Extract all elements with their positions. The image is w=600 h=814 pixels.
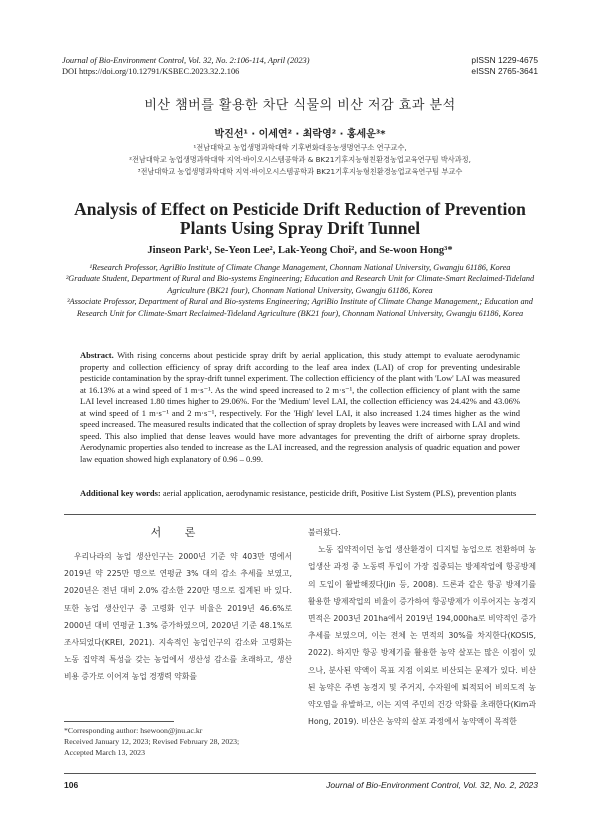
keywords-label: Additional key words: [80,488,161,498]
intro-continuation: 불러왔다. [308,528,341,537]
keywords [80,488,520,500]
section-heading-introduction: 서 론 [150,526,206,539]
korean-title: 비산 챔버를 활용한 차단 식물의 비산 저감 효과 분석 [144,98,456,113]
page-number: 106 [64,780,79,790]
korean-affiliation-2: ²전남대학교 농업생명과학대학 지역·바이오시스템공학과 & BK21기후지능형친환경농업교육연구팀 박사과정, [129,155,471,164]
received-dates: Received January 12, 2023; Revised February 28, 2023; [64,737,240,747]
english-title: Analysis of Effect on Pesticide Drift Reduction of Prevention Plants Using Spray Drift Tunnel [74,199,526,238]
intro-paragraph-1: 우리나라의 농업 생산인구는 2000년 기준 약 403만 명에서 2019년 약 225만 명으로 연평균 3% 대의 감소 추세를 보였고, 2020년은 전년 대비 2.0% 감소한 220만 명으로 집계된 바 있다. 또한 농업 생산인구 중 고령화 인구 비율은 2019년 46.6%로 2000년 대비 연평균 1.3% 증가하였으며, 2020년 기준 48.1%로 조사되었다(KREI, 2021). 지속적인 농업인구의 감소와 고령화는 노동 집약적 특성을 갖는 농업에서 생산성 감소를 초래하고, 생산 비용 증가로 이어져 농업 경쟁력 약화를 [64,552,292,682]
english-affiliations [64,262,536,319]
abstract-label: Abstract. [80,350,114,360]
keywords-text: aerial application, aerodynamic resistance, pesticide drift, Positive List System (PLS), prevention plants [162,488,517,498]
footnote [64,725,292,759]
english-affiliation-1: ¹Research Professor, AgriBio Institute of Climate Change Management, Chonnam National University, Gwangju 61186, Korea [89,263,511,272]
english-authors: Jinseon Park¹, Se-Yeon Lee², Lak-Yeong Choi², and Se-woon Hong³* [147,245,453,256]
doi-line[interactable]: DOI https://doi.org/10.12791/KSBEC.2023.32.2.106 [62,67,240,76]
korean-authors: 박진선¹ · 이세연² · 최락영² · 홍세운³* [214,129,386,140]
journal-citation: Journal of Bio-Environment Control, Vol. 32, No. 2:106-114, April (2023) [62,56,310,65]
intro-paragraph-2: 노동 집약적이던 농업 생산환경이 디지털 농업으로 전환하며 농업생산 과정 중 노동력 투입이 가장 집중되는 방제작업에 항공방제의 도입이 활발해졌다(Jin 등, 2008). 드론과 같은 항공 방제기를 활용한 방제작업의 비율이 증가하여 항공방제가 이루어지는 농경지 면적은 2003년 201ha에서 2019년 194,000ha로 비약적인 증가 추세를 보였으며, 이는 전체 논 면적의 30%를 차지한다(KOSIS, 2022). 하지만 항공 방제기를 활용한 농약 살포는 많은 이점이 있으나, 분사된 약액이 목표 지점 이외로 비산되는 문제가 있다. 비산된 농약은 주변 농경지 및 주거지, 수자원에 퇴적되어 비의도적 농약오염을 유발하고, 이는 지역 주민의 건강 악화를 초래한다(Kim과 Hong, 2019). 비산은 농약의 살포 과정에서 농약액이 목적한 [308,545,536,727]
english-affiliation-2: ²Graduate Student, Department of Rural and Bio-systems Engineering; Education and Research Unit for Climate-Smart Reclaimed-Tideland Agriculture (BK21 four), Chonnam National University, Gwangju 61186, Korea [65,274,535,295]
footer-journal: Journal of Bio-Environment Control, Vol. 32, No. 2, 2023 [326,780,538,790]
footer-divider [64,773,536,774]
korean-affiliation-1: ¹전남대학교 농업생명과학대학 기후변화대응농생명연구소 연구교수, [193,143,407,152]
eissn: eISSN 2765-3641 [471,66,538,76]
english-affiliation-3: ³Associate Professor, Department of Rural and Bio-systems Engineering; AgriBio Institute of Climate Change Management,; Education and Research Unit for Climate-Smart Reclaimed-Tideland Agriculture (BK21 four), Chonnam National University, Gwangju 61186, Korea [67,297,533,318]
corresponding-author[interactable]: *Corresponding author: hsewoon@jnu.ac.kr [64,726,203,735]
section-divider [64,514,536,515]
abstract-text: With rising concerns about pesticide spray drift by aerial application, this study attempt to evaluate aerodynamic property and collection efficiency of spray drift according to the leaf area index (LAI) of crop for preventing undesirable pesticide contamination by the spray-drift tunnel experiment. The collection efficiency of the plant with 'Low' LAI was measured at 16.13% at a wind speed of 1 m·s⁻¹. As the wind speed increased to 2 m·s⁻¹, the collection efficiency of plant with the same LAI level increased 1.80 times higher to 29.06%. For the 'Medium' level LAI, the collection efficiency was 24.42% and 43.06% at wind speed of 1 m·s⁻¹ and 2 m·s⁻¹, respectively. For the 'High' level LAI, it also increased 1.24 times higher as the wind speed increased. The measured results indicated that the collection of spray droplets by leaves were increased with LAI and wind speed. This also implied that dense leaves would have more advantages for preventing the drift of airborne spray droplets. Aerodynamic properties also tended to increase as the LAI increased, and the regression analysis of quadric equation and power law equation showed high explanatory of 0.96 – 0.99. [80,350,520,464]
left-column [64,524,292,686]
pissn: pISSN 1229-4675 [471,55,538,65]
korean-affiliations [60,142,540,178]
issn-block [471,55,538,77]
accepted-date: Accepted March 13, 2023 [64,748,145,758]
right-column [308,524,536,730]
abstract [80,350,520,465]
korean-affiliation-3: ³전남대학교 농업생명과학대학 지역·바이오시스템공학과 BK21기후지능형친환경농업교육연구팀 부교수 [137,167,463,176]
footnote-divider [64,721,174,722]
journal-header [62,55,310,77]
